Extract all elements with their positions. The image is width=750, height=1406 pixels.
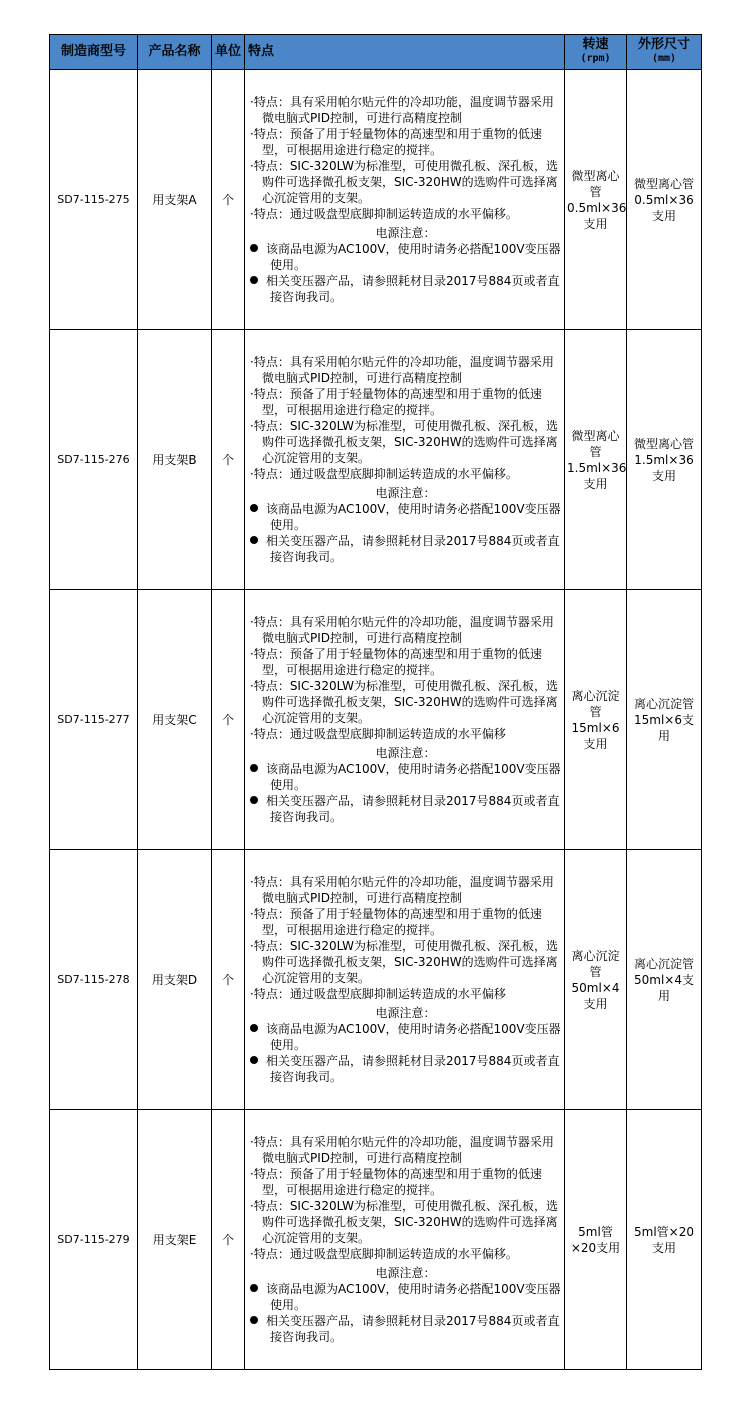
header-model: 制造商型号 — [50, 35, 138, 70]
header-speed — [565, 35, 627, 70]
power-note-item — [250, 1313, 561, 1345]
feature-line: ·特点：SIC-320LW为标准型，可使用微孔板、深孔板，选购件可选择微孔板支架，SIC-320HW的选购件可选择离心沉淀管用的支架。 — [250, 939, 559, 985]
product-name-cell: 用支架B — [138, 330, 212, 590]
feature-line: ·特点：预备了用于轻量物体的高速型和用于重物的低速型，可根据用途进行稳定的搅拌。 — [250, 387, 542, 417]
bullet-icon — [250, 796, 258, 804]
feature-line: ·特点：SIC-320LW为标准型，可使用微孔板、深孔板，选购件可选择微孔板支架，SIC-320HW的选购件可选择离心沉淀管用的支架。 — [250, 1199, 559, 1245]
unit-cell: 个 — [212, 330, 245, 590]
power-note-item — [250, 761, 561, 793]
power-note-title: 电源注意： — [375, 226, 436, 240]
speed-cell: 离心沉淀管50ml×4支用 — [565, 850, 627, 1110]
size-cell: 5ml管×20支用 — [627, 1110, 702, 1370]
header-row — [50, 35, 702, 70]
header-size-label: 外形尺寸 — [637, 37, 690, 52]
power-note-item — [250, 793, 561, 825]
table-row — [50, 330, 702, 590]
header-size — [627, 35, 702, 70]
model-cell: SD7-115-277 — [50, 590, 138, 850]
feature-line: ·特点：具有采用帕尔贴元件的冷却功能，温度调节器采用微电脑式PID控制，可进行高精度控制 — [250, 615, 554, 645]
features-cell — [245, 1110, 565, 1370]
power-note-title: 电源注意： — [375, 1266, 436, 1280]
power-note-item — [250, 241, 561, 273]
power-note-title: 电源注意： — [375, 486, 436, 500]
power-note-item — [250, 1021, 561, 1053]
size-cell: 微型离心管0.5ml×36支用 — [627, 70, 702, 330]
power-note-item — [250, 1053, 561, 1085]
power-note-text: 相关变压器产品，请参照耗材目录2017号884页或者直接咨询我司。 — [266, 794, 560, 824]
features-cell — [245, 850, 565, 1110]
power-note-title: 电源注意： — [375, 1006, 436, 1020]
table-row — [50, 850, 702, 1110]
power-note-text: 相关变压器产品，请参照耗材目录2017号884页或者直接咨询我司。 — [266, 1314, 560, 1344]
features-cell — [245, 590, 565, 850]
feature-line: ·特点：通过吸盘型底脚抑制运转造成的水平偏移 — [250, 987, 506, 1001]
model-cell: SD7-115-275 — [50, 70, 138, 330]
feature-line: ·特点：具有采用帕尔贴元件的冷却功能，温度调节器采用微电脑式PID控制，可进行高精度控制 — [250, 95, 554, 125]
features-cell — [245, 330, 565, 590]
power-note-text: 该商品电源为AC100V，使用时请务必搭配100V变压器使用。 — [266, 242, 561, 272]
power-note-item — [250, 533, 561, 565]
unit-cell: 个 — [212, 1110, 245, 1370]
bullet-icon — [250, 764, 258, 772]
feature-line: ·特点：预备了用于轻量物体的高速型和用于重物的低速型，可根据用途进行稳定的搅拌。 — [250, 907, 542, 937]
product-spec-table — [49, 34, 702, 1370]
feature-line: ·特点：SIC-320LW为标准型，可使用微孔板、深孔板，选购件可选择微孔板支架，SIC-320HW的选购件可选择离心沉淀管用的支架。 — [250, 159, 559, 205]
bullet-icon — [250, 1024, 258, 1032]
feature-line: ·特点：具有采用帕尔贴元件的冷却功能，温度调节器采用微电脑式PID控制，可进行高精度控制 — [250, 355, 554, 385]
feature-line: ·特点：通过吸盘型底脚抑制运转造成的水平偏移。 — [250, 1247, 518, 1261]
power-note-text: 该商品电源为AC100V，使用时请务必搭配100V变压器使用。 — [266, 1282, 561, 1312]
speed-cell: 离心沉淀管15ml×6支用 — [565, 590, 627, 850]
header-features: 特点 — [245, 35, 565, 70]
power-note-text: 该商品电源为AC100V，使用时请务必搭配100V变压器使用。 — [266, 502, 561, 532]
power-note-text: 相关变压器产品，请参照耗材目录2017号884页或者直接咨询我司。 — [266, 1054, 560, 1084]
feature-line: ·特点：SIC-320LW为标准型，可使用微孔板、深孔板，选购件可选择微孔板支架，SIC-320HW的选购件可选择离心沉淀管用的支架。 — [250, 679, 559, 725]
size-cell: 离心沉淀管15ml×6支用 — [627, 590, 702, 850]
unit-cell: 个 — [212, 70, 245, 330]
model-cell: SD7-115-279 — [50, 1110, 138, 1370]
bullet-icon — [250, 1056, 258, 1064]
table-row — [50, 70, 702, 330]
header-unit: 单位 — [212, 35, 245, 70]
unit-cell: 个 — [212, 850, 245, 1110]
feature-line: ·特点：预备了用于轻量物体的高速型和用于重物的低速型，可根据用途进行稳定的搅拌。 — [250, 1167, 542, 1197]
power-note-item — [250, 1281, 561, 1313]
bullet-icon — [250, 504, 258, 512]
power-note-text: 该商品电源为AC100V，使用时请务必搭配100V变压器使用。 — [266, 1022, 561, 1052]
table-row — [50, 1110, 702, 1370]
power-note-text: 相关变压器产品，请参照耗材目录2017号884页或者直接咨询我司。 — [266, 534, 560, 564]
product-name-cell: 用支架D — [138, 850, 212, 1110]
bullet-icon — [250, 1316, 258, 1324]
power-note-item — [250, 273, 561, 305]
features-cell — [245, 70, 565, 330]
product-name-cell: 用支架E — [138, 1110, 212, 1370]
feature-line: ·特点：预备了用于轻量物体的高速型和用于重物的低速型，可根据用途进行稳定的搅拌。 — [250, 647, 542, 677]
feature-line: ·特点：具有采用帕尔贴元件的冷却功能，温度调节器采用微电脑式PID控制，可进行高精度控制 — [250, 875, 554, 905]
bullet-icon — [250, 536, 258, 544]
model-cell: SD7-115-278 — [50, 850, 138, 1110]
feature-line: ·特点：具有采用帕尔贴元件的冷却功能，温度调节器采用微电脑式PID控制，可进行高精度控制 — [250, 1135, 554, 1165]
header-size-unit: (mm) — [651, 53, 677, 64]
feature-line: ·特点：通过吸盘型底脚抑制运转造成的水平偏移 — [250, 727, 506, 741]
unit-cell: 个 — [212, 590, 245, 850]
power-note-text: 相关变压器产品，请参照耗材目录2017号884页或者直接咨询我司。 — [266, 274, 560, 304]
table-row — [50, 590, 702, 850]
product-name-cell: 用支架A — [138, 70, 212, 330]
header-speed-unit: (rpm) — [580, 53, 611, 64]
speed-cell: 微型离心管0.5ml×36支用 — [565, 70, 627, 330]
header-product-name: 产品名称 — [138, 35, 212, 70]
speed-cell: 5ml管×20支用 — [565, 1110, 627, 1370]
power-note-item — [250, 501, 561, 533]
power-note-title: 电源注意： — [375, 746, 436, 760]
bullet-icon — [250, 1284, 258, 1292]
header-speed-label: 转速 — [582, 37, 609, 52]
size-cell: 微型离心管1.5ml×36支用 — [627, 330, 702, 590]
size-cell: 离心沉淀管50ml×4支用 — [627, 850, 702, 1110]
speed-cell: 微型离心管1.5ml×36支用 — [565, 330, 627, 590]
feature-line: ·特点：SIC-320LW为标准型，可使用微孔板、深孔板，选购件可选择微孔板支架，SIC-320HW的选购件可选择离心沉淀管用的支架。 — [250, 419, 559, 465]
bullet-icon — [250, 244, 258, 252]
model-cell: SD7-115-276 — [50, 330, 138, 590]
power-note-text: 该商品电源为AC100V，使用时请务必搭配100V变压器使用。 — [266, 762, 561, 792]
feature-line: ·特点：预备了用于轻量物体的高速型和用于重物的低速型，可根据用途进行稳定的搅拌。 — [250, 127, 542, 157]
feature-line: ·特点：通过吸盘型底脚抑制运转造成的水平偏移。 — [250, 467, 518, 481]
product-name-cell: 用支架C — [138, 590, 212, 850]
bullet-icon — [250, 276, 258, 284]
feature-line: ·特点：通过吸盘型底脚抑制运转造成的水平偏移。 — [250, 207, 518, 221]
